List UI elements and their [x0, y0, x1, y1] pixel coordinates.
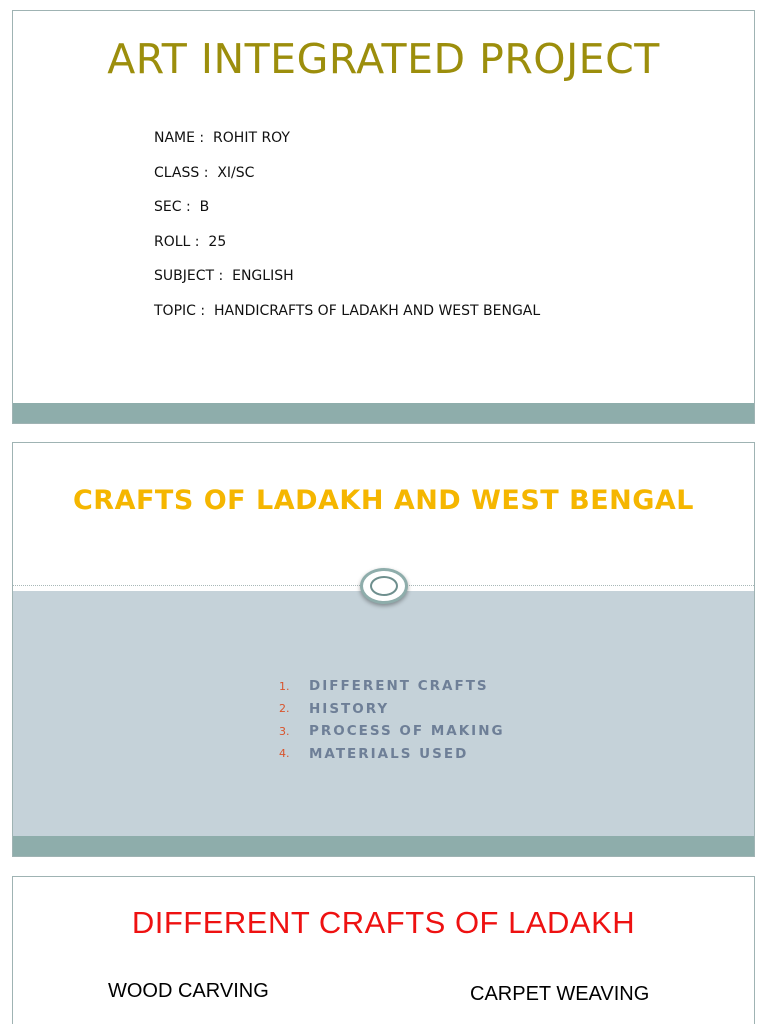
- list-item: [279, 743, 505, 766]
- list-item: [279, 720, 505, 743]
- list-item-number: 3.: [279, 724, 290, 738]
- contents-title: CRAFTS OF LADAKH AND WEST BENGAL: [72, 485, 694, 516]
- slide-footer-bar: [13, 836, 754, 856]
- list-item-number: 1.: [279, 679, 290, 693]
- info-class: CLASS : XI/SC: [154, 164, 255, 181]
- list-item: [279, 698, 505, 721]
- contents-list: [279, 675, 505, 765]
- list-item-number: 2.: [279, 702, 290, 716]
- list-item-text: MATERIALS USED: [309, 745, 469, 762]
- info-section: SEC : B: [154, 199, 210, 215]
- info-subject: SUBJECT : ENGLISH: [154, 268, 294, 284]
- ring-inner: [370, 576, 398, 596]
- slide-ladakh-crafts: [12, 876, 755, 1024]
- project-title: ART INTEGRATED PROJECT: [107, 35, 660, 83]
- list-item: [279, 675, 505, 698]
- info-name: NAME : ROHIT ROY: [154, 130, 290, 146]
- slide-footer-bar: [13, 403, 754, 423]
- list-item-text: DIFFERENT CRAFTS: [309, 678, 489, 695]
- slide-contents: [12, 442, 755, 857]
- list-item-text: PROCESS OF MAKING: [309, 723, 505, 740]
- ring-ornament-icon: [360, 568, 408, 604]
- ladakh-crafts-title: DIFFERENT CRAFTS OF LADAKH: [131, 905, 636, 940]
- slide-title-page: [12, 10, 755, 424]
- craft-wood-carving: WOOD CARVING: [108, 980, 269, 1002]
- list-item-number: 4.: [279, 747, 290, 761]
- craft-carpet-weaving: CARPET WEAVING: [470, 983, 650, 1005]
- list-item-text: HISTORY: [309, 700, 390, 717]
- info-roll: ROLL : 25: [154, 233, 227, 250]
- info-topic: TOPIC : HANDICRAFTS OF LADAKH AND WEST BENGAL: [154, 302, 541, 319]
- student-info: [154, 129, 540, 336]
